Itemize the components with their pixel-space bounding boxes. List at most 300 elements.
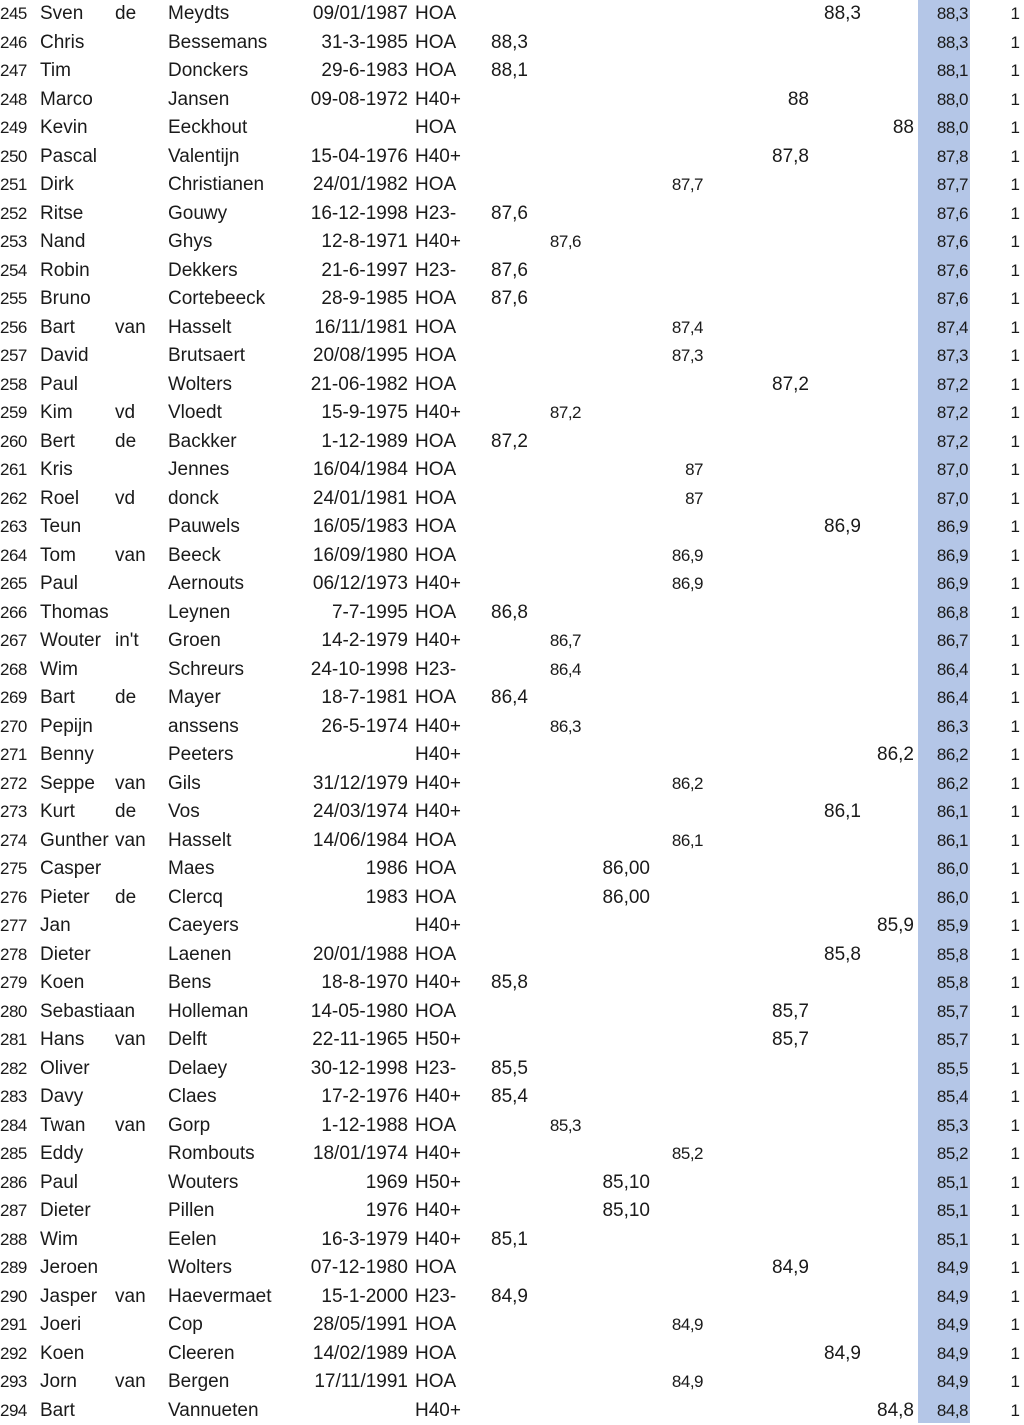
table-row: [0, 456, 1024, 485]
category-cell: HOA: [415, 29, 456, 58]
count-cell: 1: [1011, 884, 1020, 913]
last-name-cell: Holleman: [168, 998, 248, 1027]
count-cell: 1: [1011, 57, 1020, 86]
category-cell: H40+: [415, 912, 461, 941]
last-name-cell: Pauwels: [168, 513, 240, 542]
rank-cell: 271: [0, 741, 30, 770]
count-cell: 1: [1011, 713, 1020, 742]
last-name-cell: Mayer: [168, 684, 221, 713]
last-name-cell: Dekkers: [168, 257, 238, 286]
table-row: [0, 171, 1024, 200]
count-cell: 1: [1011, 29, 1020, 58]
count-cell: 1: [1011, 0, 1020, 29]
birth-date-cell: 30-12-1998: [311, 1055, 408, 1084]
category-cell: HOA: [415, 456, 456, 485]
first-name-cell: Casper: [40, 855, 101, 884]
total-score-cell: 87,6: [937, 257, 968, 286]
first-name-cell: Dieter: [40, 1197, 91, 1226]
count-cell: 1: [1011, 114, 1020, 143]
rank-cell: 293: [0, 1368, 30, 1397]
name-prefix-cell: de: [115, 684, 136, 713]
table-row: [0, 912, 1024, 941]
first-name-cell: Kurt: [40, 798, 75, 827]
category-cell: H40+: [415, 1197, 461, 1226]
birth-date-cell: 24/03/1974: [313, 798, 408, 827]
count-cell: 1: [1011, 998, 1020, 1027]
birth-date-cell: 09-08-1972: [311, 86, 408, 115]
rank-cell: 290: [0, 1283, 30, 1312]
score-1-cell: 85,5: [491, 1055, 528, 1084]
birth-date-cell: 16/09/1980: [313, 542, 408, 571]
last-name-cell: Aernouts: [168, 570, 244, 599]
rank-cell: 292: [0, 1340, 30, 1369]
rank-cell: 282: [0, 1055, 30, 1084]
total-score-cell: 86,9: [937, 513, 968, 542]
birth-date-cell: 20/01/1988: [313, 941, 408, 970]
first-name-cell: Nand: [40, 228, 85, 257]
name-prefix-cell: in't: [115, 627, 139, 656]
score-5-cell: 87,8: [772, 143, 809, 172]
birth-date-cell: 21-6-1997: [321, 257, 408, 286]
first-name-cell: Jorn: [40, 1368, 77, 1397]
table-row: [0, 399, 1024, 428]
last-name-cell: Peeters: [168, 741, 233, 770]
first-name-cell: Paul: [40, 570, 78, 599]
last-name-cell: Backker: [168, 428, 237, 457]
last-name-cell: Pillen: [168, 1197, 214, 1226]
total-score-cell: 87,4: [937, 314, 968, 343]
category-cell: HOA: [415, 428, 456, 457]
category-cell: HOA: [415, 941, 456, 970]
rank-cell: 264: [0, 542, 30, 571]
count-cell: 1: [1011, 912, 1020, 941]
last-name-cell: Vos: [168, 798, 200, 827]
birth-date-cell: 12-8-1971: [321, 228, 408, 257]
category-cell: HOA: [415, 542, 456, 571]
table-row: [0, 713, 1024, 742]
total-score-cell: 87,2: [937, 428, 968, 457]
score-1-cell: 85,4: [491, 1083, 528, 1112]
table-row: [0, 1112, 1024, 1141]
name-prefix-cell: van: [115, 1283, 146, 1312]
rank-cell: 269: [0, 684, 30, 713]
total-score-cell: 88,0: [937, 114, 968, 143]
table-row: [0, 1026, 1024, 1055]
rank-cell: 267: [0, 627, 30, 656]
total-score-cell: 87,0: [937, 485, 968, 514]
last-name-cell: Laenen: [168, 941, 231, 970]
category-cell: HOA: [415, 342, 456, 371]
rank-cell: 259: [0, 399, 30, 428]
category-cell: HOA: [415, 285, 456, 314]
table-row: [0, 599, 1024, 628]
rank-cell: 278: [0, 941, 30, 970]
rank-cell: 273: [0, 798, 30, 827]
rank-cell: 286: [0, 1169, 30, 1198]
first-name-cell: Joeri: [40, 1311, 81, 1340]
total-score-cell: 86,2: [937, 770, 968, 799]
last-name-cell: anssens: [168, 713, 239, 742]
first-name-cell: David: [40, 342, 89, 371]
count-cell: 1: [1011, 1055, 1020, 1084]
table-row: [0, 1254, 1024, 1283]
category-cell: HOA: [415, 827, 456, 856]
score-2-cell: 87,6: [550, 228, 581, 257]
category-cell: HOA: [415, 1368, 456, 1397]
first-name-cell: Tom: [40, 542, 76, 571]
total-score-cell: 87,2: [937, 371, 968, 400]
first-name-cell: Pepijn: [40, 713, 93, 742]
table-row: [0, 1283, 1024, 1312]
first-name-cell: Paul: [40, 1169, 78, 1198]
score-4-cell: 84,9: [672, 1368, 703, 1397]
score-3-cell: 86,00: [602, 855, 650, 884]
category-cell: HOA: [415, 1112, 456, 1141]
total-score-cell: 88,0: [937, 86, 968, 115]
total-score-cell: 86,8: [937, 599, 968, 628]
count-cell: 1: [1011, 1311, 1020, 1340]
category-cell: H23-: [415, 200, 456, 229]
first-name-cell: Wim: [40, 1226, 78, 1255]
score-6-cell: 88,3: [824, 0, 861, 29]
rank-cell: 255: [0, 285, 30, 314]
table-row: [0, 228, 1024, 257]
score-4-cell: 86,9: [672, 570, 703, 599]
table-row: [0, 656, 1024, 685]
table-row: [0, 513, 1024, 542]
score-4-cell: 85,2: [672, 1140, 703, 1169]
last-name-cell: Schreurs: [168, 656, 244, 685]
birth-date-cell: 22-11-1965: [312, 1026, 408, 1055]
birth-date-cell: 31-3-1985: [321, 29, 408, 58]
last-name-cell: Leynen: [168, 599, 230, 628]
score-4-cell: 87,4: [672, 314, 703, 343]
score-1-cell: 87,6: [491, 200, 528, 229]
total-score-cell: 86,9: [937, 542, 968, 571]
count-cell: 1: [1011, 1197, 1020, 1226]
count-cell: 1: [1011, 627, 1020, 656]
total-score-cell: 84,8: [937, 1397, 968, 1425]
birth-date-cell: 16/11/1981: [314, 314, 408, 343]
birth-date-cell: 07-12-1980: [311, 1254, 408, 1283]
table-row: [0, 86, 1024, 115]
last-name-cell: Delaey: [168, 1055, 227, 1084]
first-name-cell: Hans: [40, 1026, 84, 1055]
category-cell: H40+: [415, 1397, 461, 1425]
score-1-cell: 86,8: [491, 599, 528, 628]
first-name-cell: Benny: [40, 741, 94, 770]
birth-date-cell: 14-05-1980: [311, 998, 408, 1027]
category-cell: H40+: [415, 143, 461, 172]
category-cell: H40+: [415, 228, 461, 257]
birth-date-cell: 16/05/1983: [313, 513, 408, 542]
rank-cell: 251: [0, 171, 30, 200]
total-score-cell: 86,4: [937, 656, 968, 685]
birth-date-cell: 09/01/1987: [313, 0, 408, 29]
table-row: [0, 371, 1024, 400]
last-name-cell: Caeyers: [168, 912, 239, 941]
last-name-cell: Cortebeeck: [168, 285, 265, 314]
last-name-cell: Cleeren: [168, 1340, 235, 1369]
count-cell: 1: [1011, 827, 1020, 856]
rank-cell: 276: [0, 884, 30, 913]
rank-cell: 275: [0, 855, 30, 884]
last-name-cell: Cop: [168, 1311, 203, 1340]
last-name-cell: Hasselt: [168, 314, 231, 343]
category-cell: H50+: [415, 1026, 461, 1055]
score-4-cell: 87,7: [672, 171, 703, 200]
birth-date-cell: 15-1-2000: [321, 1283, 408, 1312]
last-name-cell: Gils: [168, 770, 201, 799]
table-row: [0, 941, 1024, 970]
category-cell: H23-: [415, 656, 456, 685]
birth-date-cell: 1-12-1989: [321, 428, 408, 457]
last-name-cell: Meydts: [168, 0, 229, 29]
total-score-cell: 86,1: [937, 798, 968, 827]
score-1-cell: 84,9: [491, 1283, 528, 1312]
birth-date-cell: 16/04/1984: [313, 456, 408, 485]
birth-date-cell: 1-12-1988: [321, 1112, 408, 1141]
score-4-cell: 86,9: [672, 542, 703, 571]
score-5-cell: 87,2: [772, 371, 809, 400]
count-cell: 1: [1011, 257, 1020, 286]
birth-date-cell: 7-7-1995: [332, 599, 408, 628]
first-name-cell: Teun: [40, 513, 81, 542]
total-score-cell: 86,2: [937, 741, 968, 770]
score-5-cell: 85,7: [772, 998, 809, 1027]
table-row: [0, 314, 1024, 343]
table-row: [0, 1340, 1024, 1369]
score-7-cell: 85,9: [877, 912, 914, 941]
count-cell: 1: [1011, 285, 1020, 314]
birth-date-cell: 16-3-1979: [321, 1226, 408, 1255]
category-cell: H40+: [415, 713, 461, 742]
rank-cell: 260: [0, 428, 30, 457]
count-cell: 1: [1011, 428, 1020, 457]
total-score-cell: 85,8: [937, 941, 968, 970]
rank-cell: 262: [0, 485, 30, 514]
count-cell: 1: [1011, 399, 1020, 428]
table-row: [0, 1083, 1024, 1112]
first-name-cell: Bart: [40, 684, 75, 713]
last-name-cell: Jansen: [168, 86, 229, 115]
rank-cell: 246: [0, 29, 30, 58]
count-cell: 1: [1011, 941, 1020, 970]
table-row: [0, 1397, 1024, 1425]
name-prefix-cell: de: [115, 0, 136, 29]
birth-date-cell: 24/01/1981: [313, 485, 408, 514]
birth-date-cell: 14/06/1984: [313, 827, 408, 856]
category-cell: HOA: [415, 485, 456, 514]
last-name-cell: Bens: [168, 969, 211, 998]
first-name-cell: Jan: [40, 912, 71, 941]
score-2-cell: 87,2: [550, 399, 581, 428]
category-cell: HOA: [415, 684, 456, 713]
first-name-cell: Robin: [40, 257, 90, 286]
first-name-cell: Sebastiaan: [40, 998, 135, 1027]
last-name-cell: Eelen: [168, 1226, 217, 1255]
table-row: [0, 0, 1024, 29]
category-cell: HOA: [415, 114, 456, 143]
last-name-cell: Vannueten: [168, 1397, 259, 1425]
first-name-cell: Ritse: [40, 200, 83, 229]
count-cell: 1: [1011, 314, 1020, 343]
first-name-cell: Koen: [40, 969, 84, 998]
table-row: [0, 29, 1024, 58]
score-7-cell: 86,2: [877, 741, 914, 770]
last-name-cell: Christianen: [168, 171, 264, 200]
count-cell: 1: [1011, 656, 1020, 685]
rank-cell: 279: [0, 969, 30, 998]
total-score-cell: 84,9: [937, 1340, 968, 1369]
last-name-cell: Hasselt: [168, 827, 231, 856]
rank-cell: 289: [0, 1254, 30, 1283]
category-cell: HOA: [415, 371, 456, 400]
table-row: [0, 1226, 1024, 1255]
total-score-cell: 86,4: [937, 684, 968, 713]
table-row: [0, 257, 1024, 286]
name-prefix-cell: van: [115, 1368, 146, 1397]
first-name-cell: Jeroen: [40, 1254, 98, 1283]
score-6-cell: 84,9: [824, 1340, 861, 1369]
last-name-cell: Gouwy: [168, 200, 227, 229]
category-cell: HOA: [415, 1311, 456, 1340]
score-5-cell: 88: [788, 86, 809, 115]
count-cell: 1: [1011, 1368, 1020, 1397]
rank-cell: 253: [0, 228, 30, 257]
table-row: [0, 1311, 1024, 1340]
first-name-cell: Tim: [40, 57, 71, 86]
category-cell: H50+: [415, 1169, 461, 1198]
table-row: [0, 570, 1024, 599]
count-cell: 1: [1011, 342, 1020, 371]
total-score-cell: 85,2: [937, 1140, 968, 1169]
table-row: [0, 114, 1024, 143]
category-cell: HOA: [415, 1254, 456, 1283]
score-1-cell: 85,1: [491, 1226, 528, 1255]
total-score-cell: 86,1: [937, 827, 968, 856]
first-name-cell: Bart: [40, 314, 75, 343]
category-cell: H40+: [415, 741, 461, 770]
table-row: [0, 285, 1024, 314]
last-name-cell: Vloedt: [168, 399, 222, 428]
category-cell: HOA: [415, 57, 456, 86]
count-cell: 1: [1011, 1140, 1020, 1169]
name-prefix-cell: de: [115, 798, 136, 827]
total-score-cell: 85,1: [937, 1169, 968, 1198]
first-name-cell: Roel: [40, 485, 79, 514]
first-name-cell: Bart: [40, 1397, 75, 1425]
first-name-cell: Sven: [40, 0, 83, 29]
total-score-cell: 84,9: [937, 1283, 968, 1312]
table-row: [0, 998, 1024, 1027]
first-name-cell: Thomas: [40, 599, 109, 628]
last-name-cell: Claes: [168, 1083, 217, 1112]
birth-date-cell: 1969: [366, 1169, 408, 1198]
score-1-cell: 87,6: [491, 285, 528, 314]
rank-cell: 258: [0, 371, 30, 400]
category-cell: HOA: [415, 513, 456, 542]
last-name-cell: Gorp: [168, 1112, 210, 1141]
birth-date-cell: 17-2-1976: [321, 1083, 408, 1112]
birth-date-cell: 28-9-1985: [321, 285, 408, 314]
table-row: [0, 57, 1024, 86]
rank-cell: 287: [0, 1197, 30, 1226]
category-cell: HOA: [415, 0, 456, 29]
first-name-cell: Twan: [40, 1112, 85, 1141]
score-2-cell: 86,7: [550, 627, 581, 656]
count-cell: 1: [1011, 599, 1020, 628]
rank-cell: 272: [0, 770, 30, 799]
birth-date-cell: 21-06-1982: [311, 371, 408, 400]
score-4-cell: 87,3: [672, 342, 703, 371]
category-cell: HOA: [415, 599, 456, 628]
table-row: [0, 485, 1024, 514]
count-cell: 1: [1011, 542, 1020, 571]
count-cell: 1: [1011, 1169, 1020, 1198]
first-name-cell: Paul: [40, 371, 78, 400]
score-2-cell: 86,4: [550, 656, 581, 685]
first-name-cell: Chris: [40, 29, 84, 58]
score-6-cell: 86,9: [824, 513, 861, 542]
count-cell: 1: [1011, 1083, 1020, 1112]
first-name-cell: Pascal: [40, 143, 97, 172]
first-name-cell: Kim: [40, 399, 73, 428]
rank-cell: 250: [0, 143, 30, 172]
rank-cell: 257: [0, 342, 30, 371]
first-name-cell: Oliver: [40, 1055, 90, 1084]
rank-cell: 281: [0, 1026, 30, 1055]
category-cell: HOA: [415, 855, 456, 884]
birth-date-cell: 28/05/1991: [313, 1311, 408, 1340]
last-name-cell: Donckers: [168, 57, 248, 86]
last-name-cell: Maes: [168, 855, 214, 884]
rank-cell: 248: [0, 86, 30, 115]
category-cell: HOA: [415, 314, 456, 343]
count-cell: 1: [1011, 855, 1020, 884]
category-cell: H40+: [415, 770, 461, 799]
score-6-cell: 85,8: [824, 941, 861, 970]
name-prefix-cell: van: [115, 542, 146, 571]
name-prefix-cell: van: [115, 314, 146, 343]
total-score-cell: 87,3: [937, 342, 968, 371]
rank-cell: 247: [0, 57, 30, 86]
birth-date-cell: 26-5-1974: [321, 713, 408, 742]
rank-cell: 277: [0, 912, 30, 941]
birth-date-cell: 20/08/1995: [313, 342, 408, 371]
count-cell: 1: [1011, 456, 1020, 485]
first-name-cell: Wim: [40, 656, 78, 685]
count-cell: 1: [1011, 1112, 1020, 1141]
first-name-cell: Bruno: [40, 285, 91, 314]
name-prefix-cell: van: [115, 1112, 146, 1141]
total-score-cell: 88,1: [937, 57, 968, 86]
category-cell: H40+: [415, 1226, 461, 1255]
table-row: [0, 200, 1024, 229]
score-4-cell: 84,9: [672, 1311, 703, 1340]
score-7-cell: 84,8: [877, 1397, 914, 1425]
count-cell: 1: [1011, 228, 1020, 257]
score-4-cell: 86,2: [672, 770, 703, 799]
last-name-cell: Clercq: [168, 884, 223, 913]
birth-date-cell: 16-12-1998: [311, 200, 408, 229]
count-cell: 1: [1011, 770, 1020, 799]
count-cell: 1: [1011, 1026, 1020, 1055]
first-name-cell: Marco: [40, 86, 93, 115]
total-score-cell: 85,3: [937, 1112, 968, 1141]
total-score-cell: 85,8: [937, 969, 968, 998]
total-score-cell: 88,3: [937, 29, 968, 58]
